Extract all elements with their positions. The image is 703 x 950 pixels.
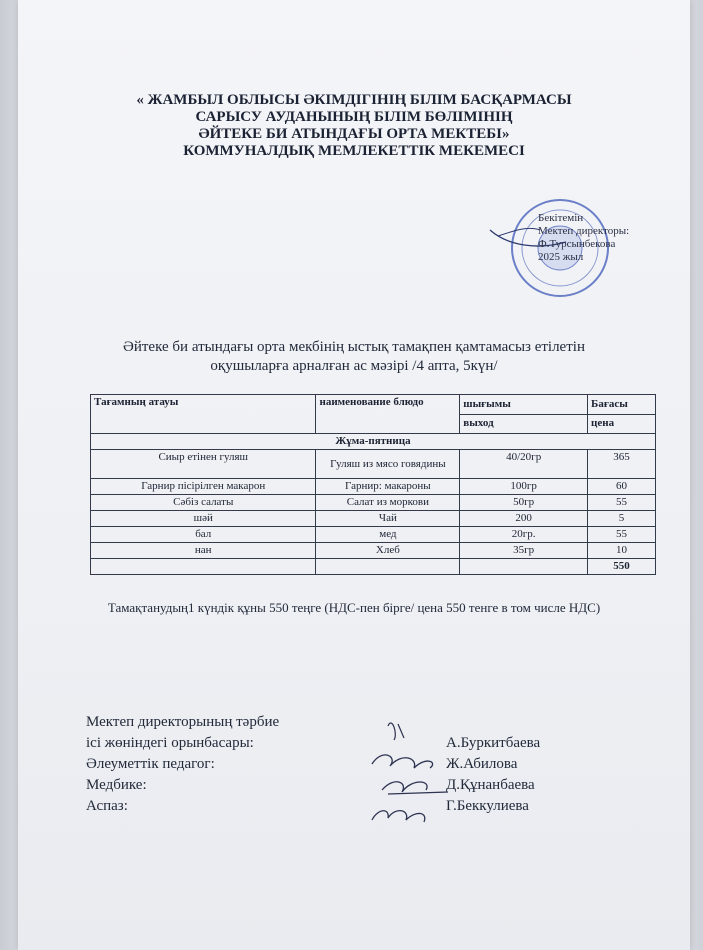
approval-line-1: Бекітемін bbox=[538, 212, 584, 224]
table-row bbox=[91, 450, 656, 479]
dish-price: 10 bbox=[588, 543, 656, 559]
total-empty-3 bbox=[460, 559, 588, 575]
table-row bbox=[91, 511, 656, 527]
table-row bbox=[91, 495, 656, 511]
table-header-row bbox=[91, 395, 656, 415]
header-price-ru: цена bbox=[588, 414, 656, 434]
signature-row bbox=[86, 754, 606, 775]
total-price: 550 bbox=[588, 559, 656, 575]
dish-output: 40/20гр bbox=[460, 450, 588, 479]
table-day-row bbox=[91, 434, 656, 450]
dish-output: 35гр bbox=[460, 543, 588, 559]
header-dish-ru: наименование блюдо bbox=[316, 395, 460, 434]
dish-output: 200 bbox=[460, 511, 588, 527]
header-output-ru: выход bbox=[460, 414, 588, 434]
signature-row bbox=[86, 796, 606, 817]
menu-title-line-1: Әйтеке би атындағы орта мекбінің ыстық тамақпен қамтамасыз етілетін bbox=[123, 339, 585, 355]
menu-table bbox=[90, 394, 656, 575]
day-label: Жұма-пятница bbox=[91, 434, 656, 450]
dish-ru: Гуляш из мясо говядины bbox=[316, 450, 460, 479]
signature-role: ісі жөніндегі орынбасары: bbox=[86, 735, 254, 751]
dish-output: 100гр bbox=[460, 479, 588, 495]
dish-kz: Гарнир пісірілген макарон bbox=[91, 479, 316, 495]
signature-name: Ж.Абилова bbox=[446, 756, 518, 772]
document-header bbox=[18, 92, 690, 160]
signatures-block bbox=[86, 712, 606, 817]
document-page bbox=[18, 0, 690, 950]
dish-price: 365 bbox=[588, 450, 656, 479]
signature-name: А.Буркитбаева bbox=[446, 735, 541, 751]
dish-output: 20гр. bbox=[460, 527, 588, 543]
dish-ru: Чай bbox=[316, 511, 460, 527]
dish-kz: нан bbox=[91, 543, 316, 559]
header-line-1: « ЖАМБЫЛ ОБЛЫСЫ ӘКІМДІГІНІҢ БІЛІМ БАСҚАРМАСЫ bbox=[136, 92, 572, 108]
table-row bbox=[91, 543, 656, 559]
dish-price: 60 bbox=[588, 479, 656, 495]
total-empty-1 bbox=[91, 559, 316, 575]
signature-name: Г.Беккулиева bbox=[446, 798, 529, 814]
approval-line-2: Мектеп директоры: bbox=[538, 225, 630, 237]
approval-block bbox=[538, 212, 629, 264]
signature-role: Мектеп директорының тәрбие bbox=[86, 714, 280, 730]
dish-kz: Сиыр етінен гуляш bbox=[91, 450, 316, 479]
menu-title-line-2: оқушыларға арналған ас мәзірі /4 апта, 5күн/ bbox=[210, 358, 498, 374]
header-line-3: ӘЙТЕКЕ БИ АТЫНДАҒЫ ОРТА МЕКТЕБІ» bbox=[198, 126, 510, 142]
dish-kz: бал bbox=[91, 527, 316, 543]
header-line-2: САРЫСУ АУДАНЫНЫҢ БІЛІМ БӨЛІМІНІҢ bbox=[195, 109, 513, 125]
dish-ru: мед bbox=[316, 527, 460, 543]
dish-price: 55 bbox=[588, 527, 656, 543]
signature-row bbox=[86, 733, 606, 754]
menu-title bbox=[18, 338, 690, 376]
daily-cost-note: Тамақтанудың1 күндік құны 550 теңге (НДС-пен бірге/ цена 550 тенге в том числе НДС) bbox=[107, 600, 601, 615]
header-output: шығымы bbox=[460, 395, 588, 415]
dish-price: 5 bbox=[588, 511, 656, 527]
table-row bbox=[91, 479, 656, 495]
signature-row bbox=[86, 712, 606, 733]
total-empty-2 bbox=[316, 559, 460, 575]
header-price: Бағасы bbox=[588, 395, 656, 415]
dish-ru: Гарнир: макароны bbox=[316, 479, 460, 495]
dish-price: 55 bbox=[588, 495, 656, 511]
dish-kz: шәй bbox=[91, 511, 316, 527]
table-row bbox=[91, 527, 656, 543]
approval-line-3: Ф.Турсынбекова bbox=[538, 238, 616, 250]
signature-row bbox=[86, 775, 606, 796]
header-dish-kz: Тағамның атауы bbox=[91, 395, 316, 434]
signature-name: Д.Құнанбаева bbox=[446, 777, 535, 793]
signature-role: Аспаз: bbox=[86, 798, 128, 814]
approval-line-4: 2025 жыл bbox=[538, 251, 584, 263]
dish-ru: Салат из моркови bbox=[316, 495, 460, 511]
signature-role: Әлеуметтік педагог: bbox=[86, 756, 215, 772]
dish-output: 50гр bbox=[460, 495, 588, 511]
signature-role: Медбике: bbox=[86, 777, 147, 793]
table-total-row bbox=[91, 559, 656, 575]
header-line-4: КОММУНАЛДЫҚ МЕМЛЕКЕТТІК МЕКЕМЕСІ bbox=[183, 143, 525, 159]
dish-ru: Хлеб bbox=[316, 543, 460, 559]
dish-kz: Сәбіз салаты bbox=[91, 495, 316, 511]
